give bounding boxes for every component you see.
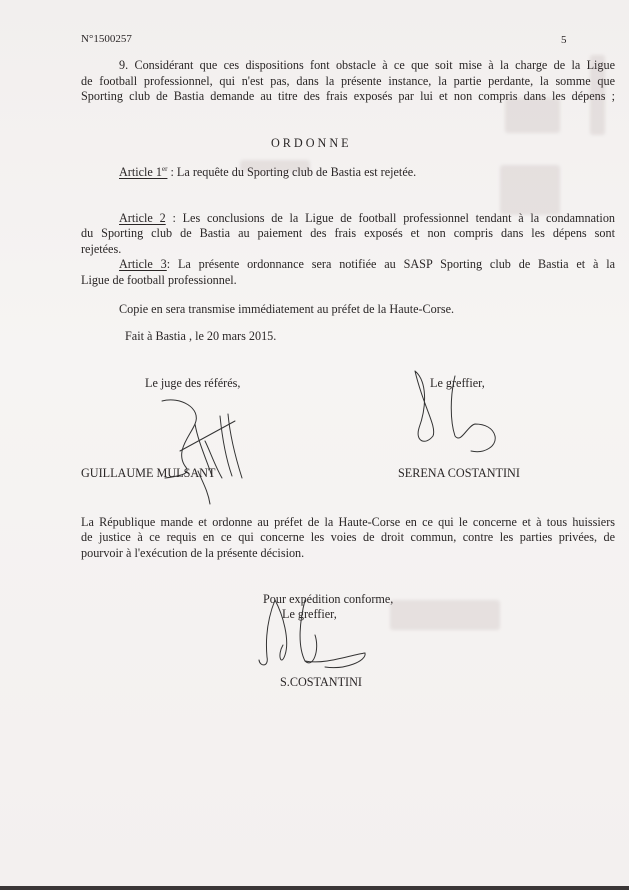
article-2-text-1: : Les conclusions de la Ligue de football professionnel tendant à la condamnation xyxy=(165,211,616,225)
article-1-sup: er xyxy=(161,164,168,173)
considerant-line-3: Sporting club de Bastia demande au titre des frais exposés par lui et non compris dans les dépens ; xyxy=(81,89,615,103)
executory-line-2: de justice à ce requis en ce qui concerne les voies de droit commun, contre les parties privées, de xyxy=(81,530,615,544)
article-3-text-1: : La présente ordonnance sera notifiée au SASP Sporting club de Bastia et à la xyxy=(166,257,615,271)
done-at: Fait à Bastia , le 20 mars 2015. xyxy=(125,329,277,343)
page-number: 5 xyxy=(561,34,567,46)
bleed-through-mark xyxy=(390,600,500,630)
article-3-line-1 xyxy=(119,257,615,272)
scan-edge xyxy=(0,886,629,890)
certified-copy-name: S.COSTANTINI xyxy=(280,675,362,689)
bleed-through-mark xyxy=(500,165,560,215)
clerk-name: SERENA COSTANTINI xyxy=(398,466,520,480)
article-3-line-2: Ligue de football professionnel. xyxy=(81,273,237,287)
article-3-label: Article 3 xyxy=(119,257,167,271)
considerant-line-2: de football professionnel, qui n'est pas, dans la présente instance, la partie perdante, la somme que xyxy=(81,74,615,88)
bleed-through-mark xyxy=(590,55,605,135)
article-1-label-text: Article 1 xyxy=(119,165,162,179)
article-2-line-2: du Sporting club de Bastia au paiement des frais exposés et non compris dans les dépens sont xyxy=(81,226,615,240)
bleed-through-mark xyxy=(505,98,560,133)
judge-title: Le juge des référés, xyxy=(145,376,241,390)
article-1-text: : La requête du Sporting club de Bastia est rejetée. xyxy=(167,165,417,179)
case-number: N°1500257 xyxy=(81,33,132,45)
clerk-title: Le greffier, xyxy=(430,376,485,390)
article-1-label xyxy=(119,165,167,179)
executory-line-3: pourvoir à l'exécution de la présente décision. xyxy=(81,546,305,560)
considerant-line-1: 9. Considérant que ces dispositions font obstacle à ce que soit mise à la charge de la Ligue xyxy=(119,58,615,72)
copy-notice: Copie en sera transmise immédiatement au préfet de la Haute-Corse. xyxy=(119,302,455,316)
certified-copy-line-1: Pour expédition conforme, xyxy=(263,592,394,606)
executory-line-1: La République mande et ordonne au préfet de la Haute-Corse en ce qui le concerne et à tous huissiers xyxy=(81,515,615,529)
judge-name: GUILLAUME MULSANT xyxy=(81,466,216,480)
article-2-line-3: rejetées. xyxy=(81,242,122,256)
certified-copy-line-2: Le greffier, xyxy=(282,607,337,621)
judge-signature-icon xyxy=(150,396,260,506)
bleed-through-mark xyxy=(240,160,310,172)
ordonne-heading: ORDONNE xyxy=(271,136,352,150)
article-2-label: Article 2 xyxy=(119,211,166,225)
